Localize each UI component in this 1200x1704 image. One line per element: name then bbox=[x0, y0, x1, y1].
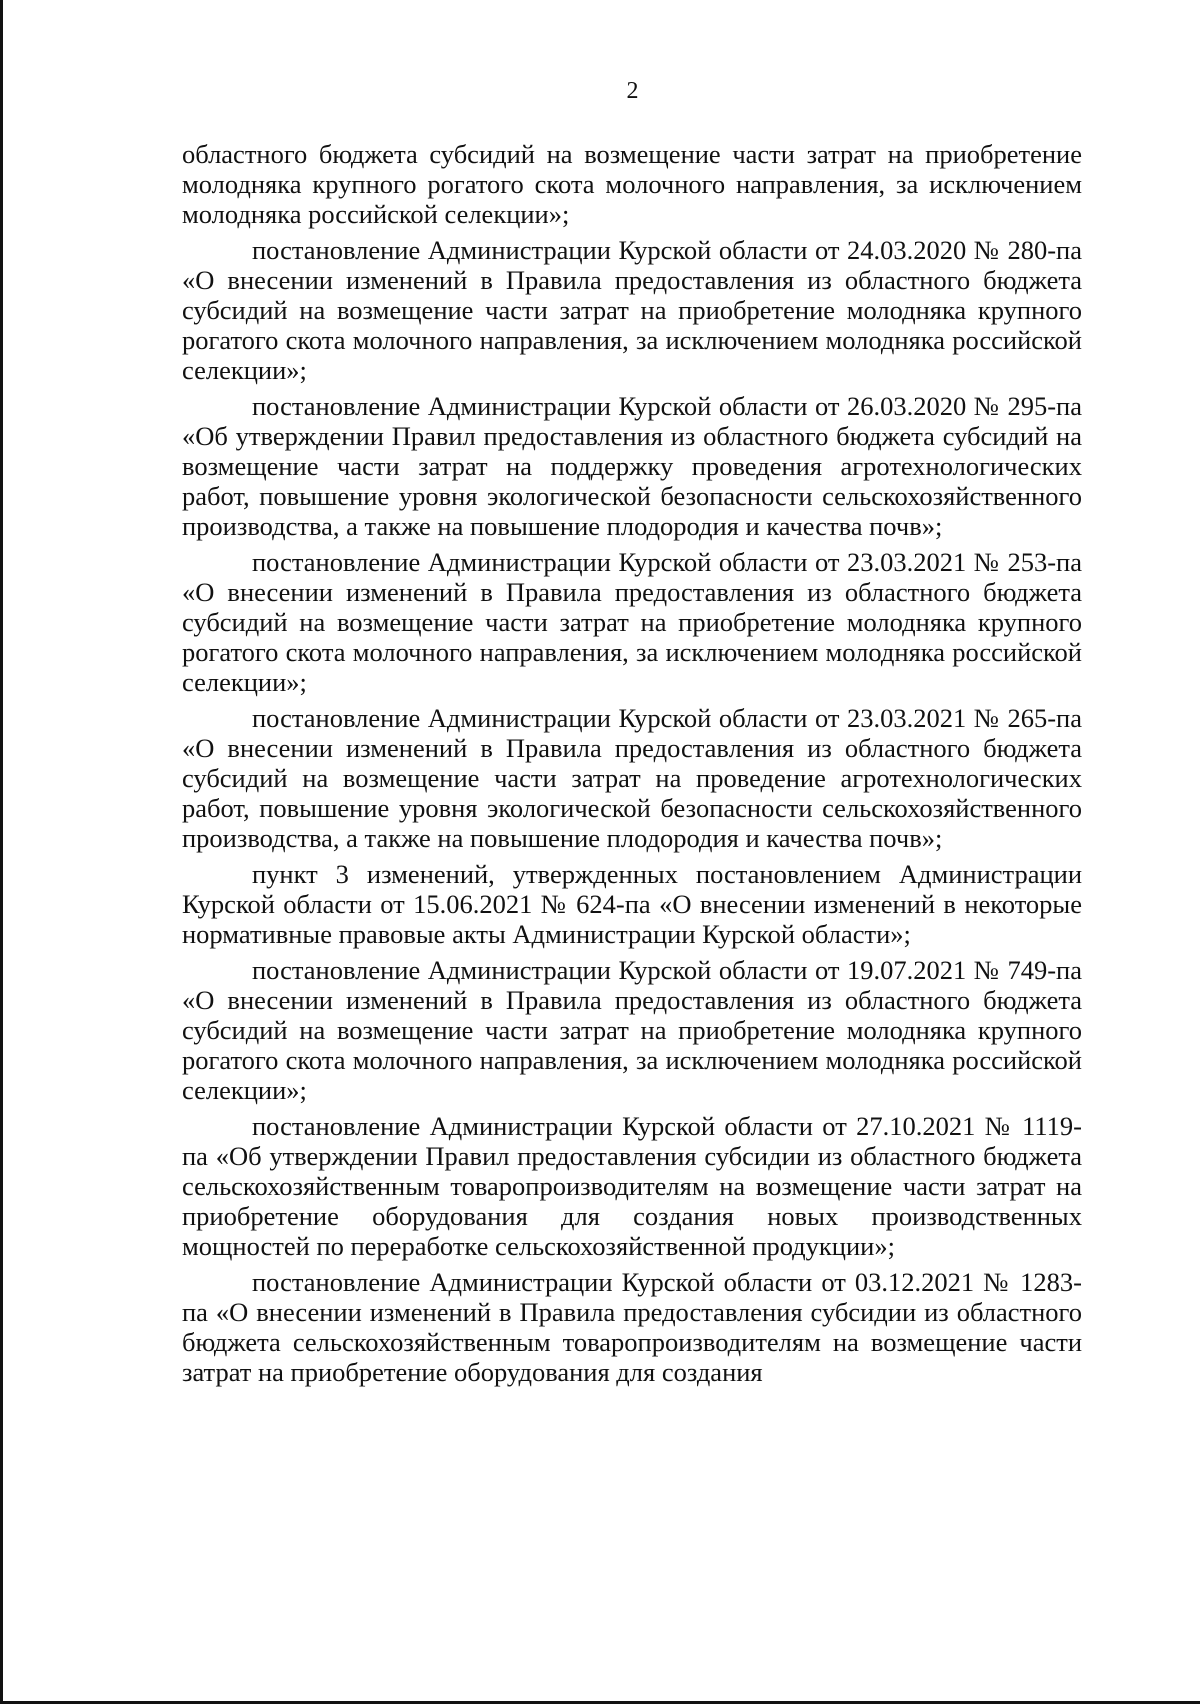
paragraph-item-3-amendments-624: пункт 3 изменений, утвержденных постановлением Администрации Курской области от 15.06.2021 № 624-па «О внесении изменений в некоторые нормативные правовые акты Администрации Курской области»; bbox=[182, 859, 1082, 949]
paragraph-continuation: областного бюджета субсидий на возмещение части затрат на приобретение молодняка крупного рогатого скота молочного направления, за исключением молодняка российской селекции»; bbox=[182, 139, 1082, 229]
paragraph-resolution-280: постановление Администрации Курской области от 24.03.2020 № 280-па «О внесении изменений в Правила предоставления из областного бюджета субсидий на возмещение части затрат на приобретение молодняка крупного рогатого скота молочного направления, за исключением молодняка российской селекции»; bbox=[182, 235, 1082, 385]
page-number: 2 bbox=[626, 78, 639, 104]
paragraph-resolution-295: постановление Администрации Курской области от 26.03.2020 № 295-па «Об утверждении Правил предоставления из областного бюджета субсидий на возмещение части затрат на поддержку проведения агротехнологических работ, повышение уровня экологической безопасности сельскохозяйственного производства, а также на повышение плодородия и качества почв»; bbox=[182, 391, 1082, 541]
scan-left-edge bbox=[0, 0, 3, 1704]
paragraph-resolution-1283: постановление Администрации Курской области от 03.12.2021 № 1283-па «О внесении изменений в Правила предоставления субсидии из областного бюджета сельскохозяйственным товаропроизводителям на возмещение части затрат на приобретение оборудования для создания bbox=[182, 1267, 1082, 1387]
paragraph-resolution-253: постановление Администрации Курской области от 23.03.2021 № 253-па «О внесении изменений в Правила предоставления из областного бюджета субсидий на возмещение части затрат на приобретение молодняка крупного рогатого скота молочного направления, за исключением молодняка российской селекции»; bbox=[182, 547, 1082, 697]
paragraph-resolution-265: постановление Администрации Курской области от 23.03.2021 № 265-па «О внесении изменений в Правила предоставления из областного бюджета субсидий на возмещение части затрат на проведение агротехнологических работ, повышение уровня экологической безопасности сельскохозяйственного производства, а также на повышение плодородия и качества почв»; bbox=[182, 703, 1082, 853]
paragraph-resolution-1119: постановление Администрации Курской области от 27.10.2021 № 1119-па «Об утверждении Правил предоставления субсидии из областного бюджета сельскохозяйственным товаропроизводителям на возмещение части затрат на приобретение оборудования для создания новых производственных мощностей по переработке сельскохозяйственной продукции»; bbox=[182, 1111, 1082, 1261]
paragraph-resolution-749: постановление Администрации Курской области от 19.07.2021 № 749-па «О внесении изменений в Правила предоставления из областного бюджета субсидий на возмещение части затрат на приобретение молодняка крупного рогатого скота молочного направления, за исключением молодняка российской селекции»; bbox=[182, 955, 1082, 1105]
document-body bbox=[182, 139, 1082, 1393]
